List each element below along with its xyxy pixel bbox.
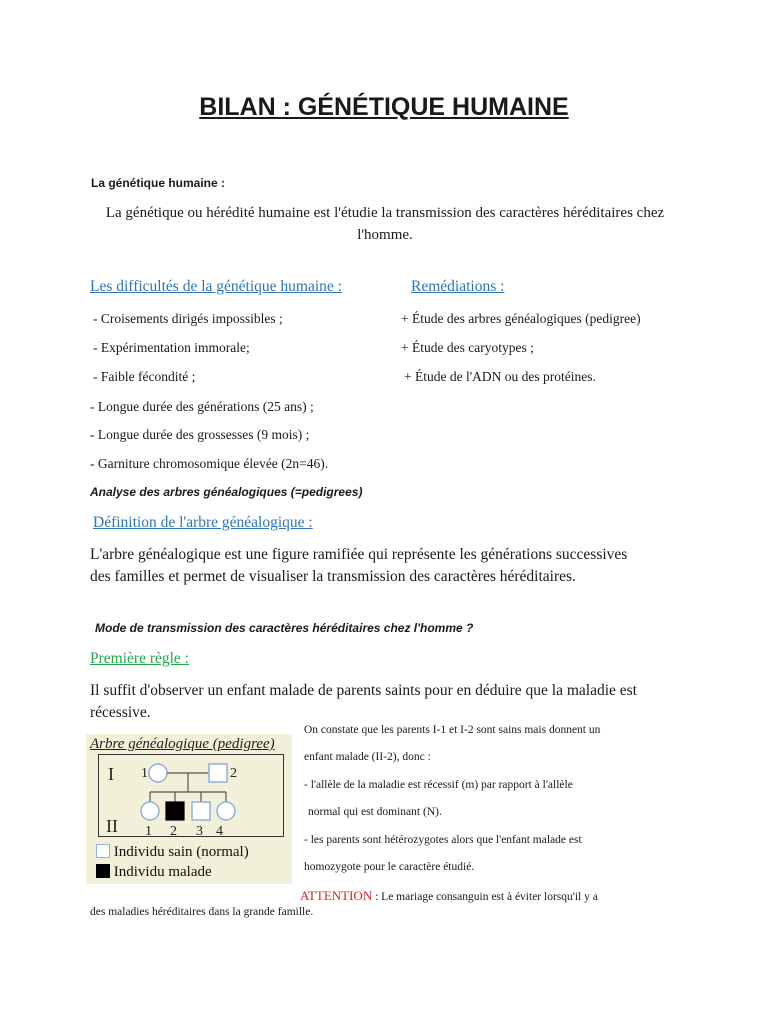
definition-heading: Définition de l'arbre généalogique :	[93, 514, 313, 531]
legend-sick-label: Individu malade	[113, 864, 212, 880]
explanation-line: enfant malade (II-2), donc :	[304, 751, 431, 763]
difficulty-item: - Expérimentation immorale;	[93, 340, 250, 355]
difficulty-item: - Longue durée des générations (25 ans) ;	[90, 399, 314, 414]
female-healthy-symbol	[149, 764, 167, 782]
female-healthy-symbol	[141, 802, 159, 820]
legend-healthy-label: Individu sain (normal)	[113, 844, 249, 860]
attention-line	[300, 888, 598, 904]
pedigree-title: Arbre généalogique (pedigree)	[90, 736, 275, 752]
individual-number: 2	[170, 824, 177, 837]
remediation-item: + Étude des caryotypes ;	[401, 340, 534, 355]
rule1-text: Il suffit d'observer un enfant malade de parents saints pour en déduire que la maladie est récessive.	[90, 682, 637, 721]
individual-number: 3	[196, 824, 203, 837]
rule1-heading: Première règle :	[90, 650, 189, 667]
attention-text: : Le mariage consanguin est à éviter lorsqu'il y a	[375, 891, 598, 903]
explanation-line: - les parents sont hétérozygotes alors que l'enfant malade est	[304, 834, 582, 846]
male-sick-symbol	[166, 802, 184, 820]
intro-heading: La génétique humaine :	[91, 176, 226, 190]
explanation-line: On constate que les parents I-1 et I-2 sont sains mais donnent un	[304, 724, 601, 736]
individual-number: 2	[230, 766, 237, 781]
attention-label: ATTENTION	[300, 888, 373, 903]
definition-text: L'arbre généalogique est une figure ramifiée qui représente les générations successives des familles et permet de visualiser la transmission des caractères héréditaires.	[90, 546, 628, 585]
generation-label: I	[108, 764, 114, 784]
legend-healthy-square	[96, 844, 110, 858]
legend-healthy	[96, 844, 249, 861]
female-healthy-symbol	[217, 802, 235, 820]
difficulty-item: - Faible fécondité ;	[93, 369, 196, 384]
difficulty-item: - Garniture chromosomique élevée (2n=46).	[90, 456, 329, 471]
attention-line-2: des maladies héréditaires dans la grande famille.	[90, 906, 314, 918]
male-healthy-symbol	[209, 764, 227, 782]
page-title: BILAN : GÉNÉTIQUE HUMAINE	[199, 93, 569, 121]
individual-number: 1	[141, 766, 148, 781]
generation-label: II	[106, 816, 118, 836]
explanation-line: homozygote pour le caractère étudié.	[304, 861, 475, 873]
intro-text: La génétique ou hérédité humaine est l'étudie la transmission des caractères héréditaires chez l'homme.	[105, 205, 665, 243]
pedigree-diagram	[98, 754, 284, 837]
remediations-heading: Remédiations :	[411, 278, 505, 295]
individual-number: 4	[216, 824, 223, 837]
remediation-item: + Étude des arbres généalogiques (pedigree)	[401, 311, 641, 326]
remediation-item: + Étude de l'ADN ou des protéines.	[404, 369, 596, 384]
difficulty-item: - Longue durée des grossesses (9 mois) ;	[90, 427, 310, 442]
legend-sick-square	[96, 864, 110, 878]
difficulty-item: - Croisements dirigés impossibles ;	[93, 311, 283, 326]
individual-number: 1	[145, 824, 152, 837]
explanation-line: normal qui est dominant (N).	[308, 806, 442, 818]
male-healthy-symbol	[192, 802, 210, 820]
mode-heading: Mode de transmission des caractères héréditaires chez l'homme ?	[95, 621, 474, 635]
difficulties-heading: Les difficultés de la génétique humaine :	[90, 278, 342, 295]
legend-sick	[96, 864, 212, 881]
explanation-line: - l'allèle de la maladie est récessif (m) par rapport à l'allèle	[304, 779, 573, 791]
analysis-heading: Analyse des arbres généalogiques (=pedigrees)	[90, 485, 363, 499]
